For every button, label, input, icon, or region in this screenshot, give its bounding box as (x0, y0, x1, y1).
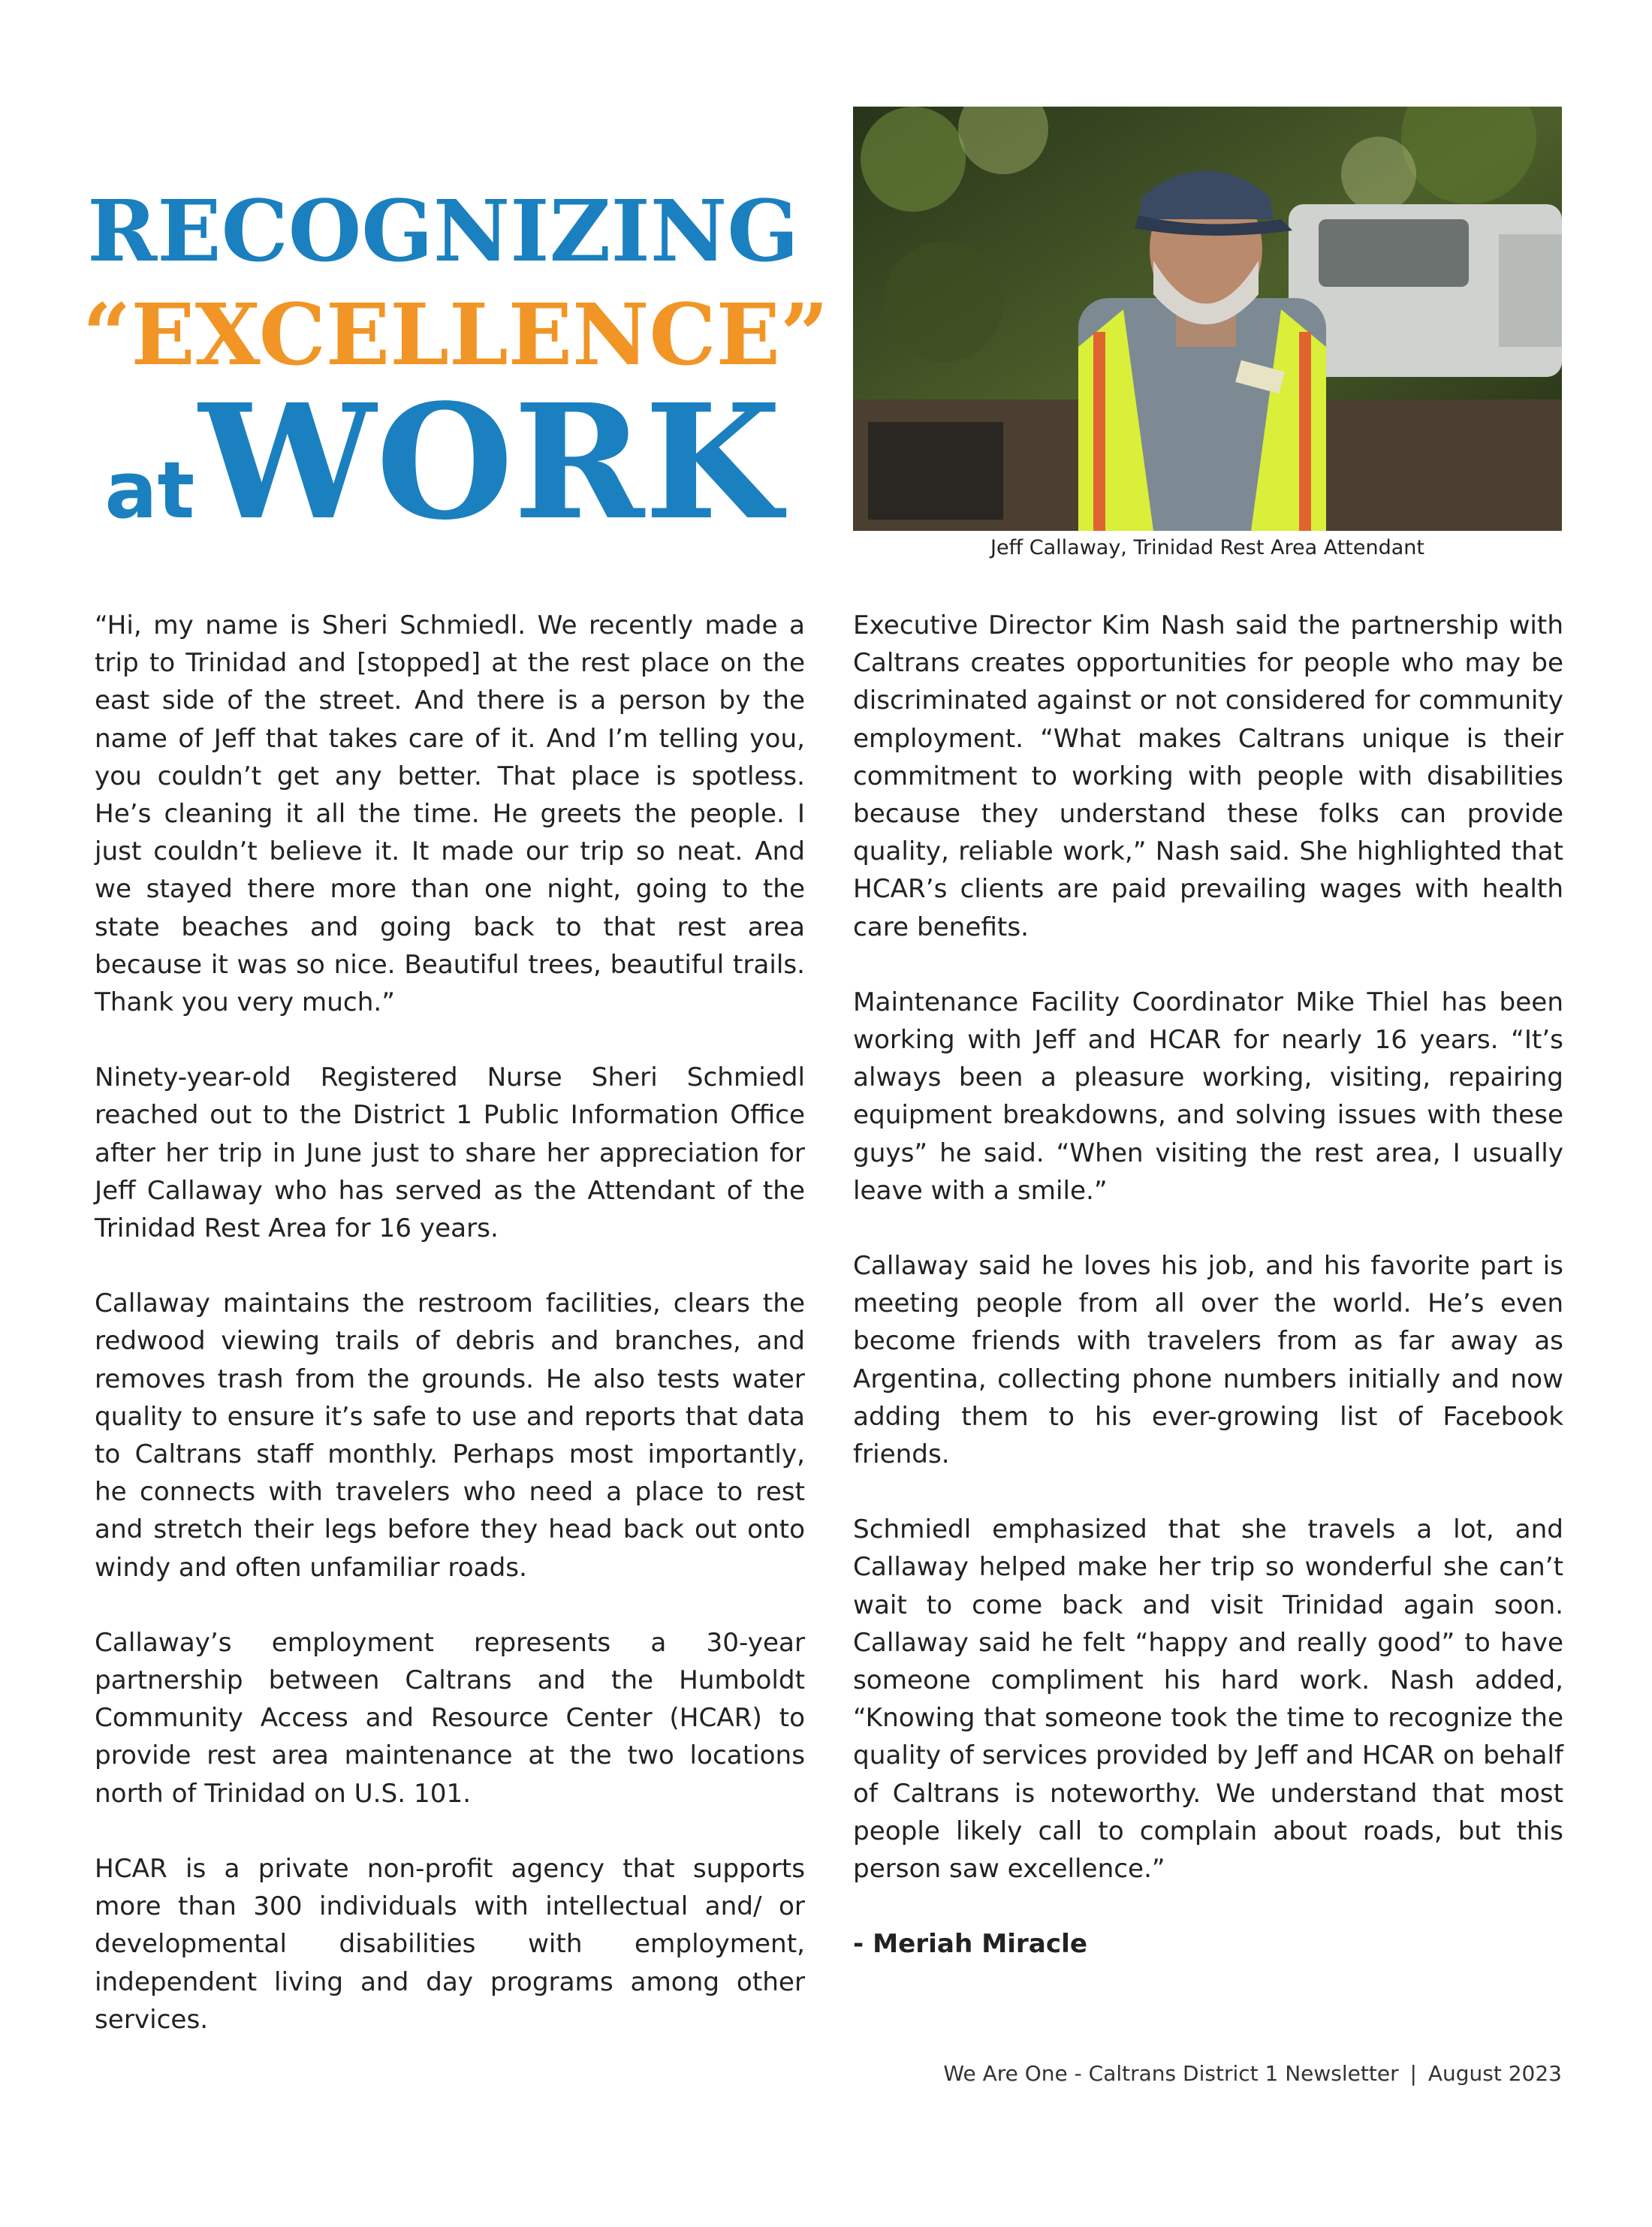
article-paragraph: Maintenance Facility Coordinator Mike Thiel has been working with Jeff and HCAR for nearly 16 years. “It’s always been a pleasure working, visiting, repairing equipment breakdowns, and solving issues with these guys” he said. “When visiting the rest area, I usually leave with a smile.” (853, 987, 1563, 1206)
photo-caption: Jeff Callaway, Trinidad Rest Area Attendant (990, 536, 1424, 559)
article-right-column (853, 607, 1563, 2001)
article-paragraph: Ninety-year-old Registered Nurse Sheri Schmiedl reached out to the District 1 Public Information Office after her trip in June just to share her appreciation for Jeff Callaway who has served as the Attendant of the Trinidad Rest Area for 16 years. (95, 1062, 805, 1244)
page-footer (886, 2061, 1562, 2086)
article-paragraph: HCAR is a private non-profit agency that supports more than 300 individuals with intellectual and/ or developmental disabilities with employment, independent living and day programs among other services. (95, 1853, 805, 2035)
headline-work: WORK (198, 369, 782, 555)
article-paragraph: Callaway’s employment represents a 30-year partnership between Caltrans and the Humboldt Community Access and Resource Center (HCAR) to provide rest area maintenance at the two locations north of Trinidad on U.S. 101. (95, 1627, 805, 1809)
article-left-column (95, 607, 805, 2076)
article-paragraph: Callaway said he loves his job, and his favorite part is meeting people from all over the world. He’s even become friends with travelers from as far away as Argentina, collecting phone numbers initially and now adding them to his ever-growing list of Facebook friends. (853, 1251, 1563, 1470)
article-paragraph: Callaway maintains the restroom facilities, clears the redwood viewing trails of debris and branches, and removes trash from the grounds. He also tests water quality to ensure it’s safe to use and reports that data to Caltrans staff monthly. Perhaps most importantly, he connects with travelers who need a place to rest and stretch their legs before they head back out onto windy and often unfamiliar roads. (95, 1288, 805, 1583)
headline-line-3 (83, 369, 803, 589)
footer-date: August 2023 (1427, 2061, 1562, 2086)
photo-jeff-callaway (853, 107, 1562, 531)
photo-illustration (853, 107, 1562, 531)
article-byline: - Meriah Miracle (853, 1929, 1088, 1960)
footer-publication: We Are One - Caltrans District 1 Newsletter (943, 2061, 1399, 2086)
article-paragraph: “Hi, my name is Sheri Schmiedl. We recently made a trip to Trinidad and [stopped] at the rest place on the east side of the street. And there is a person by the name of Jeff that takes care of it. And I’m telling you, you couldn’t get any better. That place is spotless. He’s cleaning it all the time. He greets the people. I just couldn’t believe it. It made our trip so neat. And we stayed there more than one night, going to the state beaches and going back to that rest area because it was so nice. Beautiful trees, beautiful trails. Thank you very much.” (95, 610, 805, 1018)
article-paragraph: Executive Director Kim Nash said the partnership with Caltrans creates opportunities for people who may be discriminated against or not considered for community employment. “What makes Caltrans unique is their commitment to working with people with disabilities because they understand these folks can provide quality, reliable work,” Nash said. She highlighted that HCAR’s clients are paid prevailing wages with health care benefits. (853, 610, 1563, 942)
headline-at: at (104, 444, 195, 536)
headline-line-2: “EXCELLENCE” (83, 286, 829, 384)
headline-line-1: RECOGNIZING (87, 182, 799, 281)
article-paragraph: Schmiedl emphasized that she travels a lot, and Callaway helped make her trip so wonderful she can’t wait to come back and visit Trinidad again soon. Callaway said he felt “happy and really good” to have someone compliment his hard work. Nash added, “Knowing that someone took the time to recognize the quality of services provided by Jeff and HCAR on behalf of Caltrans is noteworthy. We understand that most people likely call to complain about roads, but this person saw excellence.” (853, 1514, 1563, 1885)
footer-separator: | (1409, 2061, 1417, 2086)
headline (83, 180, 829, 589)
